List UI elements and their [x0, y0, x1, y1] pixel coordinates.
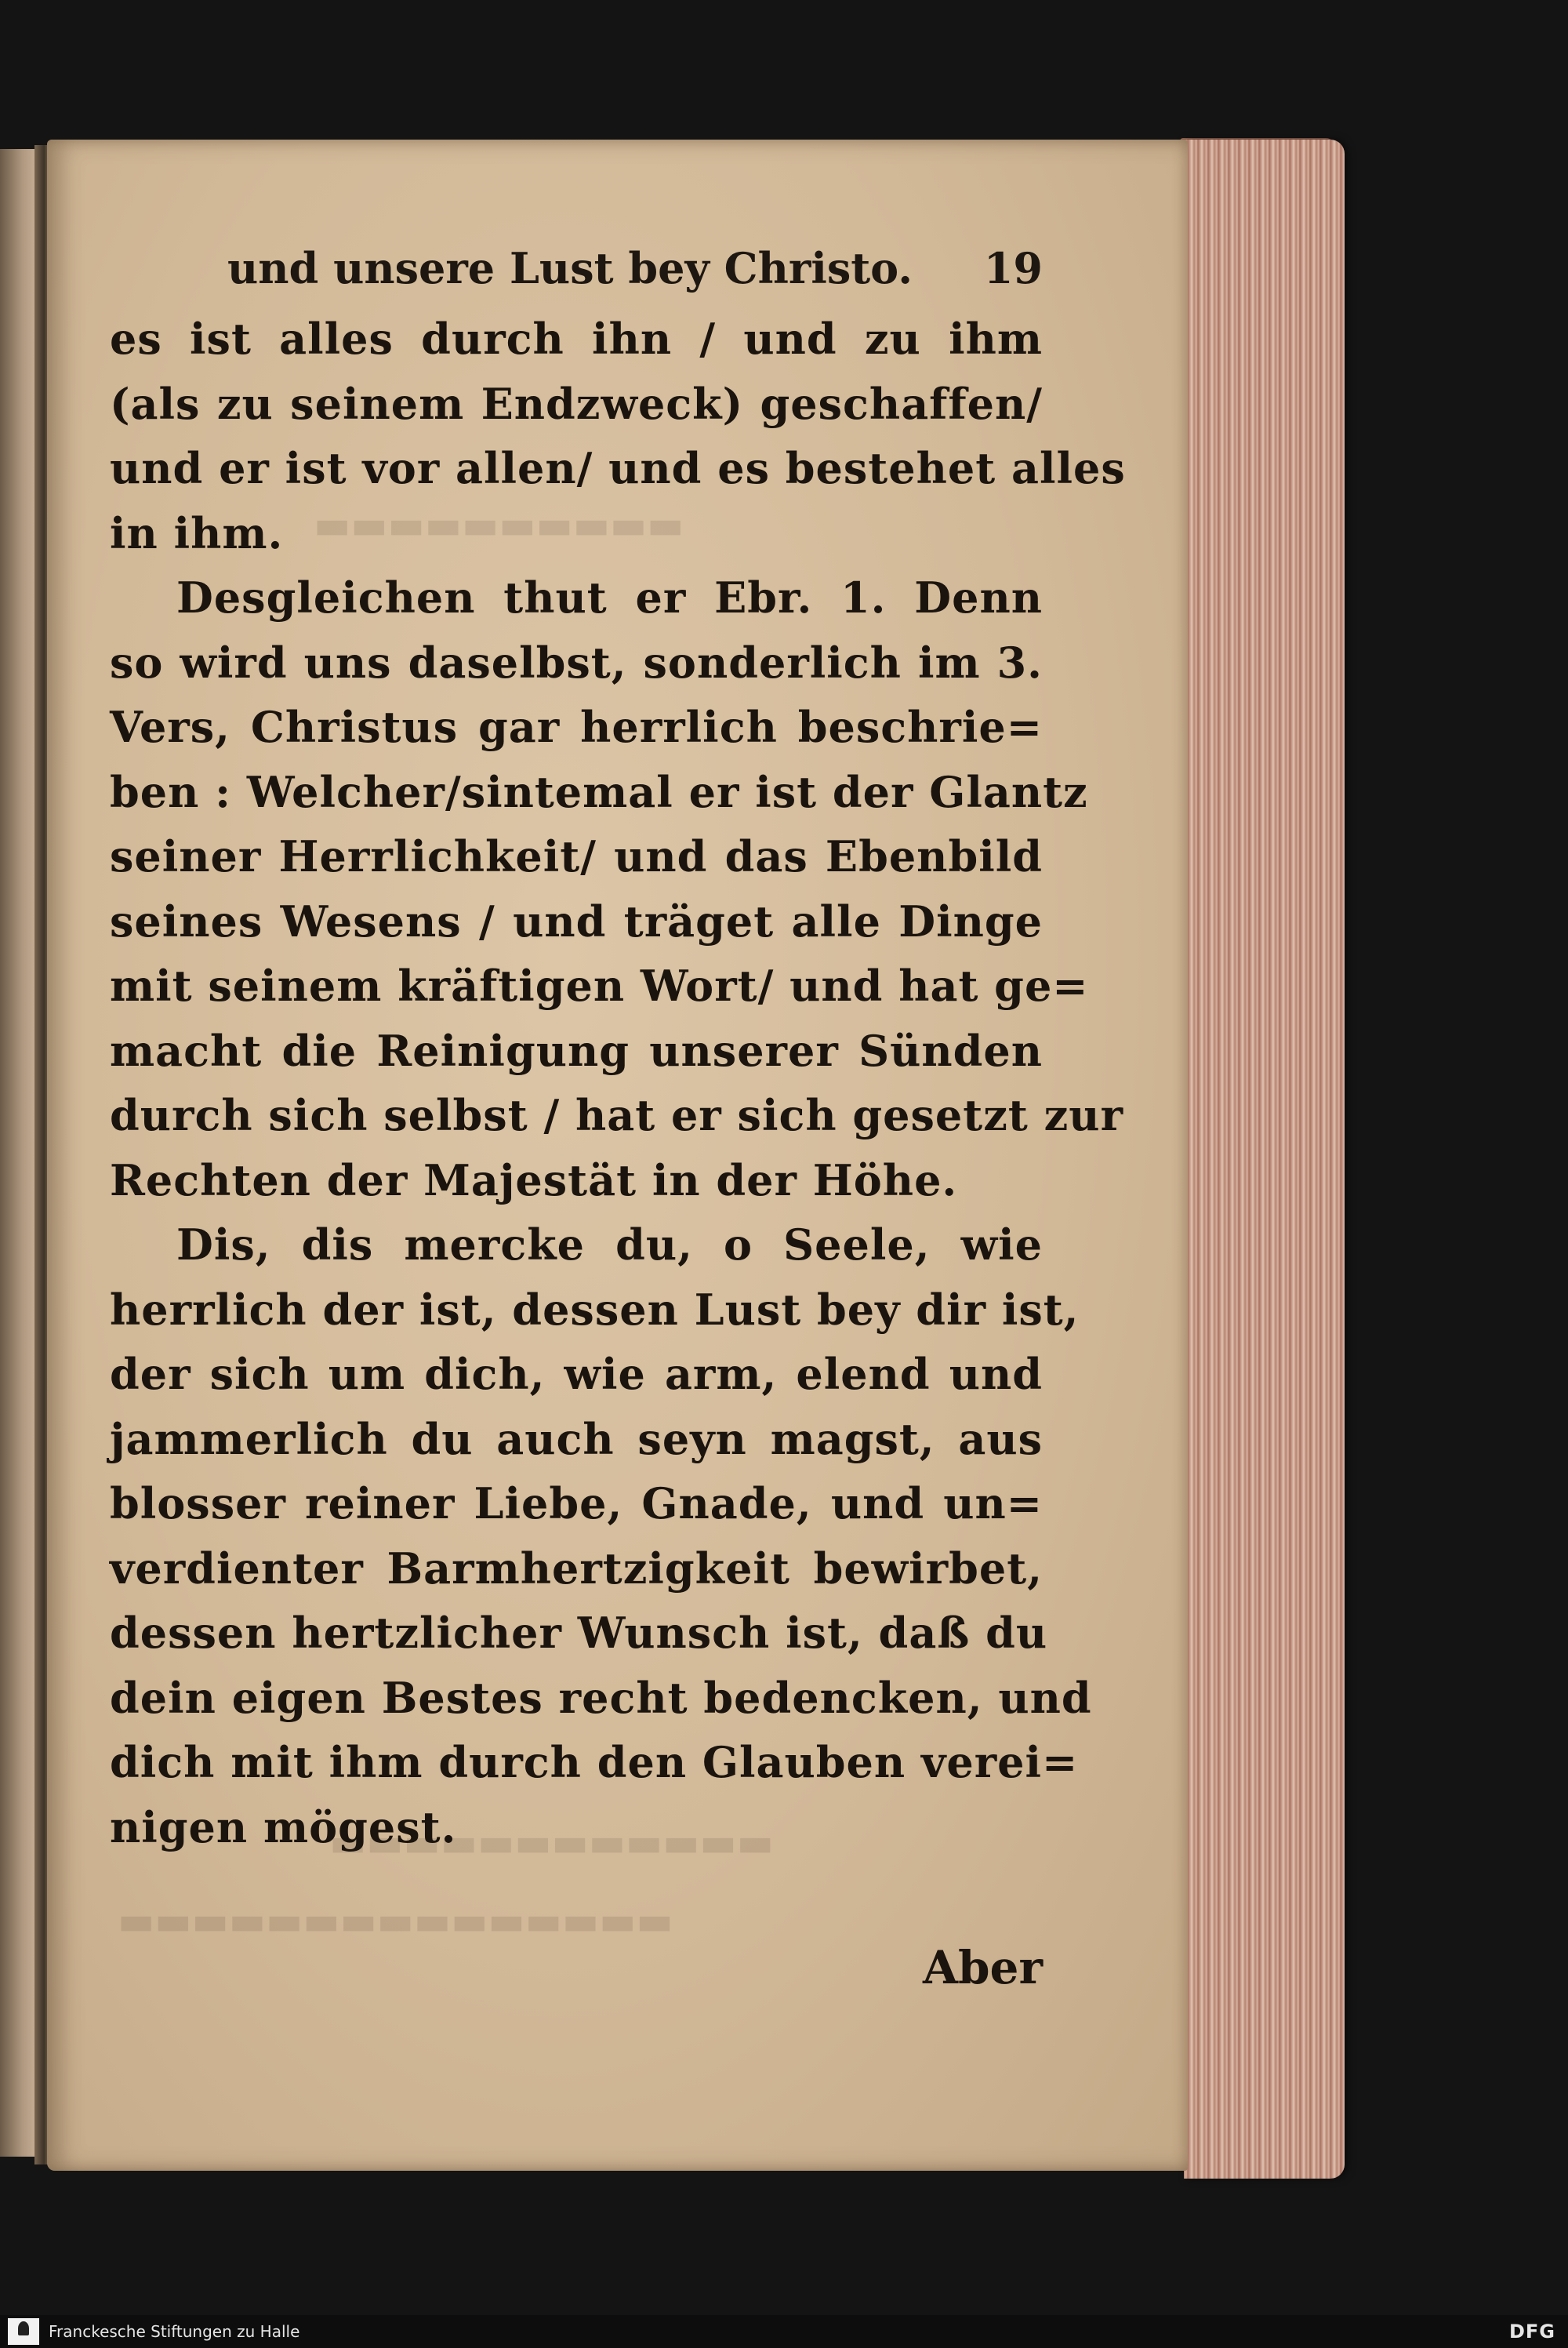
- text-line: dein eigen Bestes recht bedencken, und: [110, 1672, 1092, 1723]
- text-line: in ihm.: [110, 507, 284, 558]
- text-line: macht die Reinigung unserer Sünden: [110, 1025, 1043, 1076]
- text-line: Rechten der Majestät in der Höhe.: [110, 1154, 958, 1205]
- text-line: Desgleichen thut er Ebr. 1. Denn: [176, 572, 1043, 623]
- show-through-mark: ▬▬▬▬▬▬▬▬▬▬▬▬: [329, 1819, 774, 1865]
- text-line: jammerlich du auch seyn magst, aus: [110, 1413, 1043, 1464]
- text-line: nigen mögest.: [110, 1801, 457, 1852]
- text-line: seines Wesens / und träget alle Dinge: [110, 896, 1043, 947]
- text-line: durch sich selbst / hat er sich gesetzt zur: [110, 1090, 1124, 1140]
- text-line: blosser reiner Liebe, Gnade, und un=: [110, 1478, 1043, 1528]
- show-through-mark: ▬▬▬▬▬▬▬▬▬▬: [314, 502, 684, 547]
- dfg-badge: DFG: [1508, 2321, 1555, 2343]
- tower-icon: [18, 2321, 29, 2335]
- text-line: verdienter Barmhertzigkeit bewirbet,: [110, 1543, 1043, 1594]
- viewer-footer: [0, 2315, 1568, 2348]
- text-line: es ist alles durch ihn / und zu ihm: [110, 314, 1043, 364]
- text-line: seiner Herrlichkeit/ und das Ebenbild: [110, 831, 1043, 881]
- institution-logo-icon: [8, 2318, 39, 2345]
- text-line: (als zu seinem Endzweck) geschaffen/: [110, 378, 1043, 429]
- text-line: herrlich der ist, dessen Lust bey dir ist,: [110, 1284, 1080, 1335]
- page-number: 19: [983, 243, 1043, 293]
- text-line: und er ist vor allen/ und es bestehet alles: [110, 443, 1126, 493]
- page-block-edges: [1184, 140, 1345, 2179]
- text-line: der sich um dich, wie arm, elend und: [110, 1349, 1043, 1399]
- show-through-mark: ▬▬▬▬▬▬▬▬▬▬▬▬▬▬▬: [118, 1898, 673, 1943]
- text-line: Vers, Christus gar herrlich beschrie=: [110, 702, 1043, 752]
- text-line: mit seinem kräftigen Wort/ und hat ge=: [110, 961, 1089, 1011]
- running-head: [227, 235, 1043, 298]
- catchword: Aber: [922, 1941, 1043, 1994]
- text-line: Dis, dis mercke du, o Seele, wie: [176, 1219, 1043, 1270]
- text-line: dich mit ihm durch den Glauben verei=: [110, 1737, 1079, 1787]
- text-line: ben : Welcher/sintemal er ist der Glantz: [110, 766, 1088, 817]
- running-title: und unsere Lust bey Christo.: [227, 243, 913, 293]
- text-line: dessen hertzlicher Wunsch ist, daß du: [110, 1608, 1048, 1658]
- institution-name: Franckesche Stiftungen zu Halle: [49, 2322, 300, 2341]
- text-line: so wird uns daselbst, sonderlich im 3.: [110, 637, 1043, 688]
